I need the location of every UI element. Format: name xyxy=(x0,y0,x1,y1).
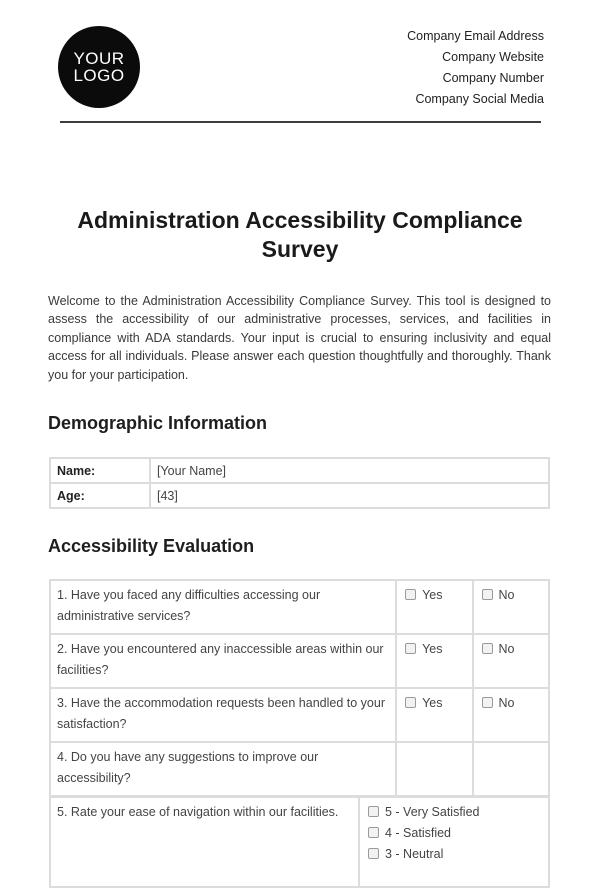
company-social-media: Company Social Media xyxy=(415,92,544,106)
question-2: 2. Have you encountered any inaccessible areas within our facilities? xyxy=(50,634,396,688)
company-contact-block xyxy=(407,26,544,110)
no-label: No xyxy=(498,642,515,656)
no-label: No xyxy=(498,588,515,602)
company-number: Company Number xyxy=(442,71,544,85)
question-3: 3. Have the accommodation requests been handled to your satisfaction? xyxy=(50,688,396,742)
table-row xyxy=(50,797,549,887)
answer-cell[interactable] xyxy=(396,742,472,796)
checkbox-icon[interactable] xyxy=(482,643,493,654)
checkbox-icon[interactable] xyxy=(482,589,493,600)
rating-option-label: 5 - Very Satisfied xyxy=(385,805,480,819)
age-field[interactable]: [43] xyxy=(150,483,549,508)
rating-option-label: 4 - Satisfied xyxy=(385,826,452,840)
question-1: 1. Have you faced any difficulties accessing our administrative services? xyxy=(50,580,396,634)
yes-option[interactable] xyxy=(396,580,472,634)
checkbox-icon[interactable] xyxy=(482,697,493,708)
company-email: Company Email Address xyxy=(407,29,544,43)
checkbox-icon[interactable] xyxy=(368,827,379,838)
checkbox-icon[interactable] xyxy=(405,643,416,654)
rating-option-4[interactable] xyxy=(366,823,542,844)
table-row xyxy=(50,483,549,508)
name-label: Name: xyxy=(50,458,150,483)
company-website: Company Website xyxy=(442,50,544,64)
company-logo xyxy=(58,26,140,108)
age-label: Age: xyxy=(50,483,150,508)
yes-label: Yes xyxy=(422,642,443,656)
question-5: 5. Rate your ease of navigation within our facilities. xyxy=(50,797,359,887)
table-row xyxy=(50,580,549,634)
rating-option-label: 3 - Neutral xyxy=(385,847,444,861)
demographic-table xyxy=(49,457,550,509)
document-title: Administration Accessibility Compliance Survey xyxy=(77,207,523,262)
demographic-heading: Demographic Information xyxy=(48,413,268,433)
no-option[interactable] xyxy=(473,580,549,634)
checkbox-icon[interactable] xyxy=(405,697,416,708)
evaluation-table xyxy=(49,579,550,797)
checkbox-icon[interactable] xyxy=(405,589,416,600)
no-label: No xyxy=(498,696,515,710)
no-option[interactable] xyxy=(473,634,549,688)
yes-label: Yes xyxy=(422,588,443,602)
yes-label: Yes xyxy=(422,696,443,710)
table-row xyxy=(50,688,549,742)
yes-option[interactable] xyxy=(396,634,472,688)
table-row xyxy=(50,458,549,483)
evaluation-heading: Accessibility Evaluation xyxy=(48,536,255,556)
table-row xyxy=(50,634,549,688)
logo-line-1: YOUR xyxy=(73,49,125,68)
question-4: 4. Do you have any suggestions to improve our accessibility? xyxy=(50,742,396,796)
header-divider xyxy=(60,121,541,123)
logo-line-2: LOGO xyxy=(73,66,125,85)
intro-paragraph: Welcome to the Administration Accessibility Compliance Survey. This tool is designed to assess the accessibility of our administrative processes, services, and facilities in compliance with ADA standards. Your input is crucial to ensuring inclusivity and equal access for all individuals. Please answer each question thoughtfully and thoroughly. Thank you for your participation. xyxy=(48,294,551,382)
rating-options xyxy=(359,797,549,887)
rating-option-5[interactable] xyxy=(366,802,542,823)
name-field[interactable]: [Your Name] xyxy=(150,458,549,483)
checkbox-icon[interactable] xyxy=(368,806,379,817)
answer-cell[interactable] xyxy=(473,742,549,796)
table-row xyxy=(50,742,549,796)
rating-option-3[interactable] xyxy=(366,844,542,865)
rating-table xyxy=(49,796,550,888)
yes-option[interactable] xyxy=(396,688,472,742)
no-option[interactable] xyxy=(473,688,549,742)
